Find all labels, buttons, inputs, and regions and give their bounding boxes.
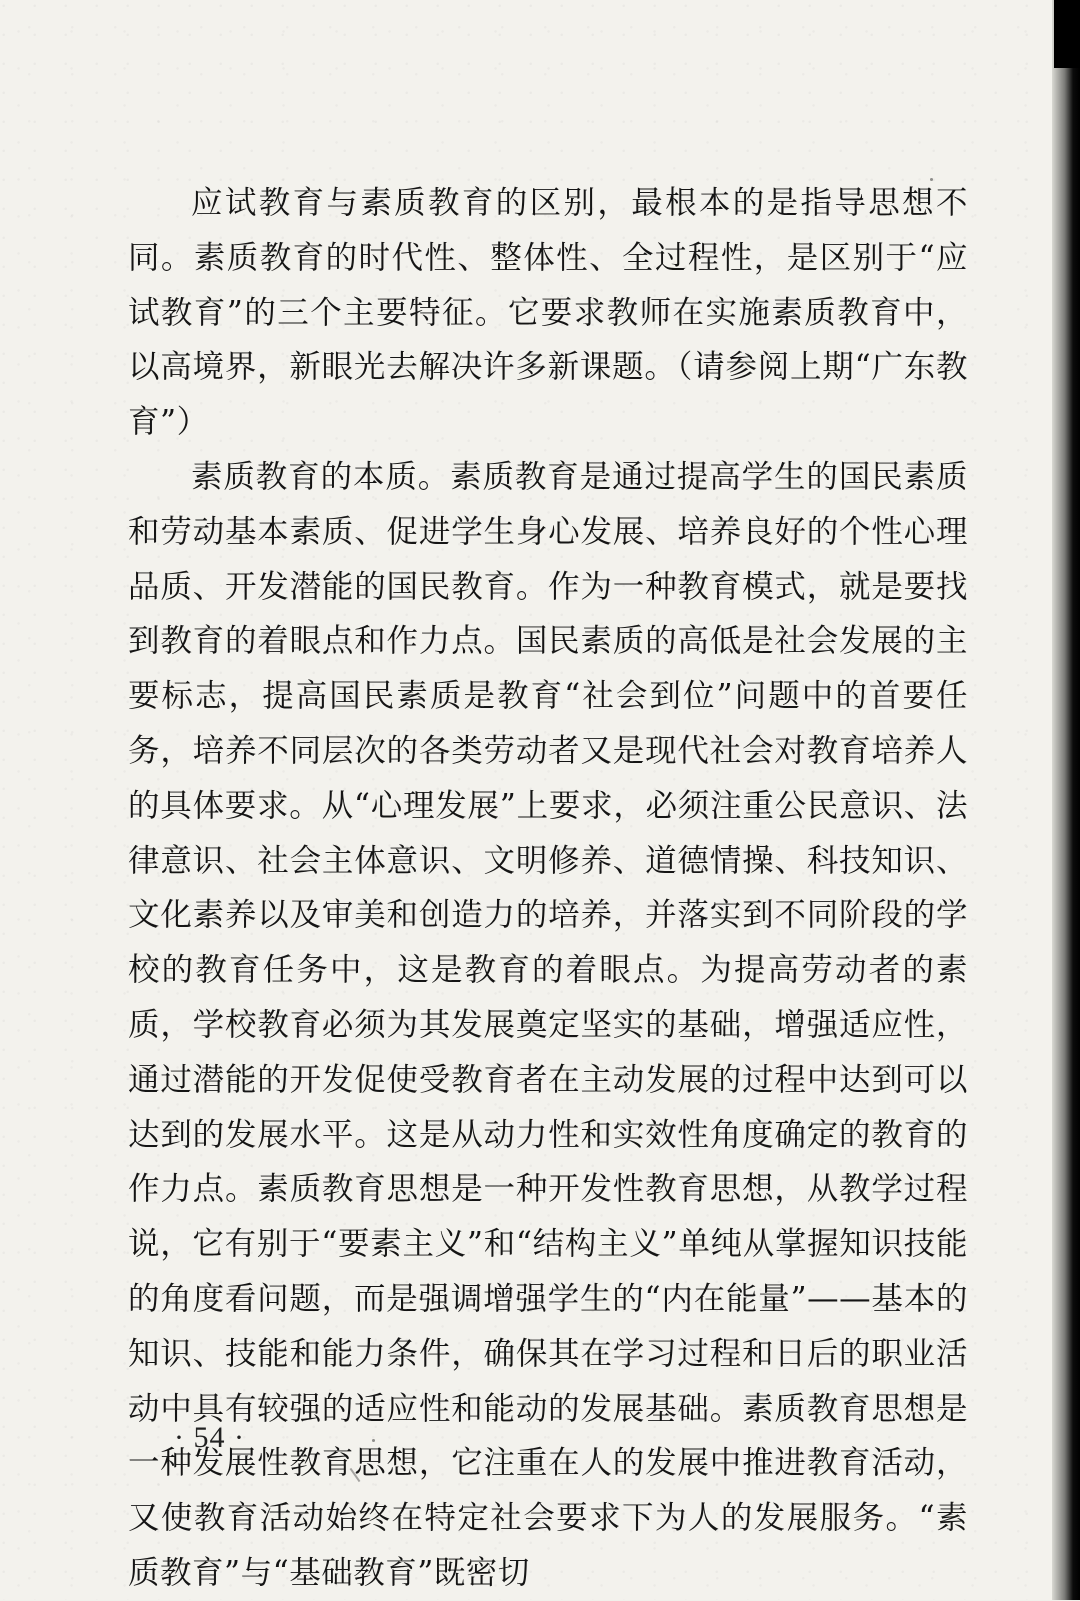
paragraph-2: 素质教育的本质。素质教育是通过提高学生的国民素质和劳动基本素质、促进学生身心发展、培养良好的个性心理品质、开发潜能的国民教育。作为一种教育模式，就是要找到教育的着眼点和作力点。国民素质的高低是社会发展的主要标志，提高国民素质是教育“社会到位”问题中的首要任务，培养不同层次的各类劳动者又是现代社会对教育培养人的具体要求。从“心理发展”上要求，必须注重公民意识、法律意识、社会主体意识、文明修养、道德情操、科技知识、文化素养以及审美和创造力的培养，并落实到不同阶段的学校的教育任务中，这是教育的着眼点。为提高劳动者的素质，学校教育必须为其发展奠定坚实的基础，增强适应性，通过潜能的开发促使受教育者在主动发展的过程中达到可以达到的发展水平。这是从动力性和实效性角度确定的教育的作力点。素质教育思想是一种开发性教育思想，从教学过程说，它有别于“要素主义”和“结构主义”单纯从掌握知识技能的角度看问题，而是强调增强学生的“内在能量”——基本的知识、技能和能力条件，确保其在学习过程和日后的职业活动中具有较强的适应性和能动的发展基础。素质教育思想是一种发展性教育思想，它注重在人的发展中推进教育活动，又使教育活动始终在特定社会要求下为人的发展服务。“素质教育”与“基础教育”既密切 <box>128 458 968 1591</box>
page-edge-shadow <box>1052 0 1080 1600</box>
body-text <box>128 176 968 1601</box>
page-number: · 54 · <box>174 1421 245 1454</box>
page-corner-shadow <box>1054 0 1080 68</box>
paragraph-1: 应试教育与素质教育的区别，最根本的是指导思想不同。素质教育的时代性、整体性、全过程性，是区别于“应试教育”的三个主要特征。它要求教师在实施素质教育中，以高境界，新眼光去解决许多新课题。（请参阅上期“广东教育”） <box>128 185 968 441</box>
scan-speck <box>372 1439 375 1442</box>
scan-speck <box>930 178 933 181</box>
